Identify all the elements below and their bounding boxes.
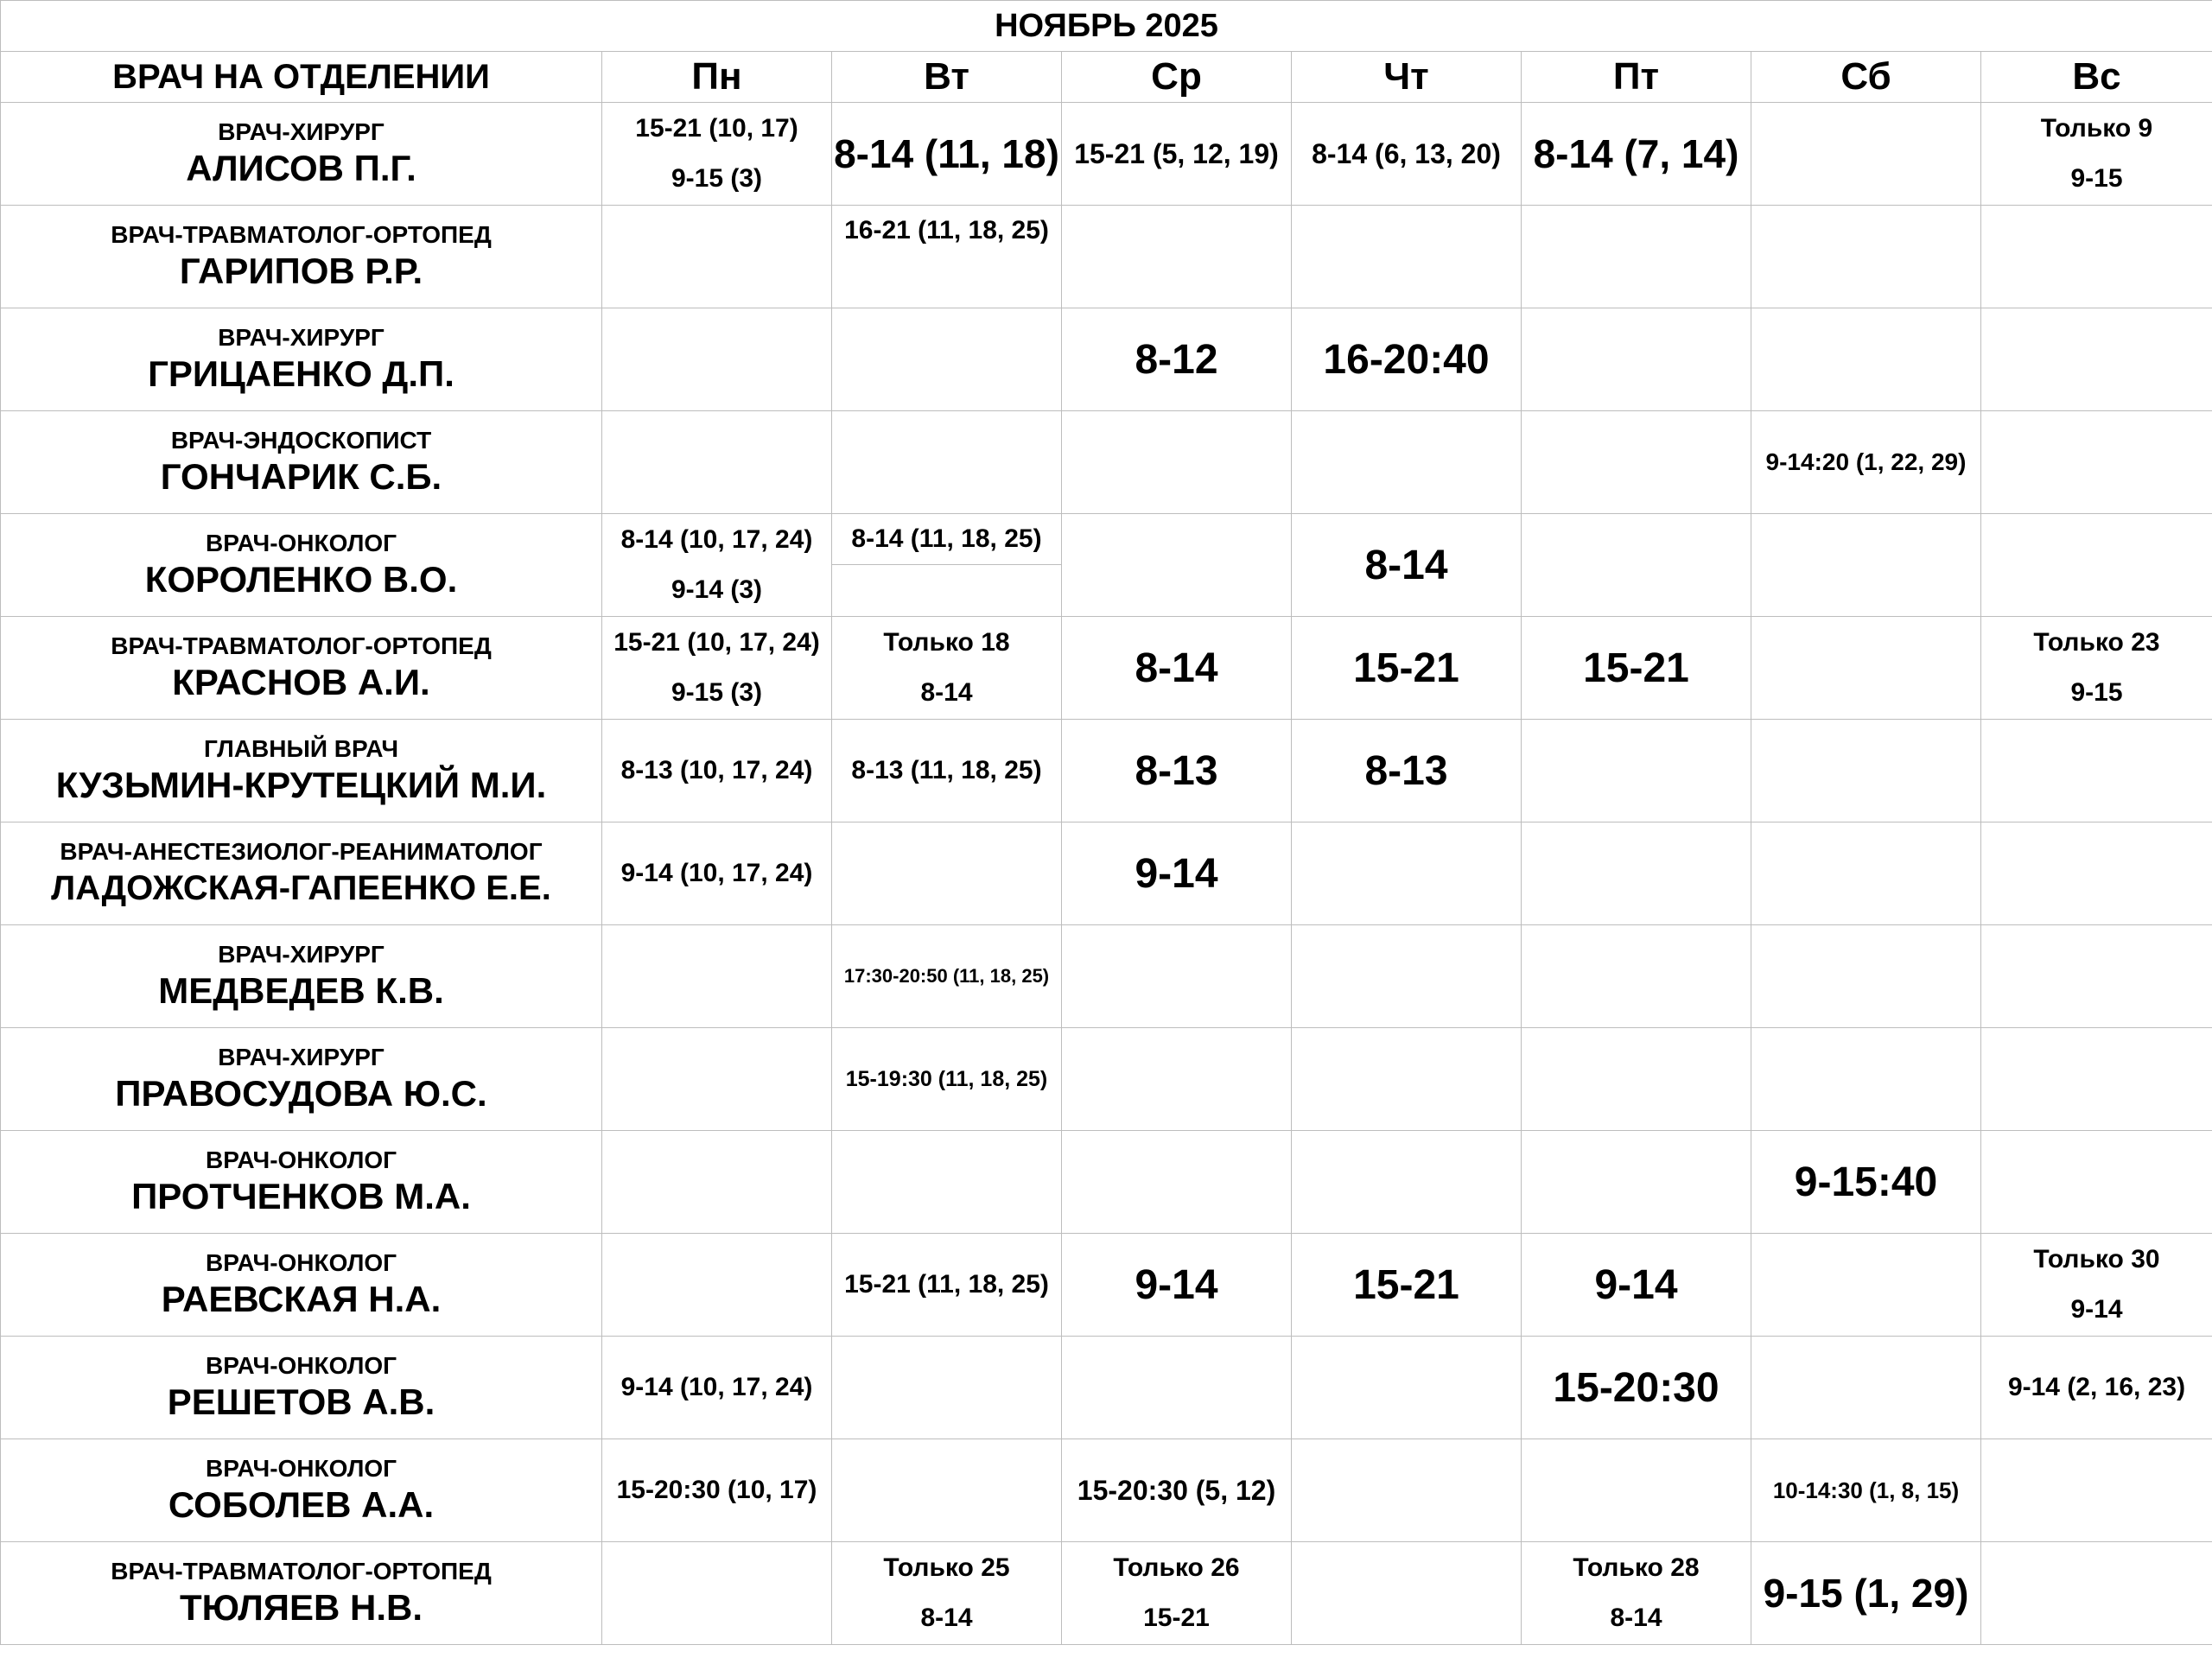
schedule-cell bbox=[1062, 925, 1292, 1028]
schedule-cell bbox=[1751, 1337, 1981, 1439]
doctor-column-header: ВРАЧ НА ОТДЕЛЕНИИ bbox=[1, 52, 602, 103]
schedule-cell bbox=[1292, 822, 1522, 925]
schedule-line: 8-14 (10, 17, 24) bbox=[620, 525, 813, 554]
doctor-name: АЛИСОВ П.Г. bbox=[186, 148, 416, 188]
schedule-cell: 15-21 (5, 12, 19) bbox=[1062, 103, 1292, 206]
schedule-cell bbox=[1522, 1542, 1751, 1645]
schedule-line: 8-14 bbox=[1610, 1604, 1662, 1632]
doctor-name: ЛАДОЖСКАЯ-ГАПЕЕНКО Е.Е. bbox=[51, 869, 551, 907]
schedule-line: 8-14 bbox=[920, 1604, 973, 1632]
schedule-cell bbox=[1522, 1028, 1751, 1131]
schedule-cell: 15-20:30 bbox=[1522, 1337, 1751, 1439]
doctor-specialty: ВРАЧ-ХИРУРГ bbox=[218, 1044, 385, 1070]
schedule-cell bbox=[1522, 720, 1751, 822]
schedule-cell bbox=[602, 411, 832, 514]
schedule-cell: 8-13 bbox=[1062, 720, 1292, 822]
schedule-line: 9-15 bbox=[2070, 164, 2123, 193]
schedule-cell bbox=[1062, 1337, 1292, 1439]
doctor-name: МЕДВЕДЕВ К.В. bbox=[158, 970, 444, 1011]
day-header-fri: Пт bbox=[1522, 52, 1751, 103]
schedule-cell bbox=[602, 206, 832, 308]
table-row bbox=[1, 514, 2212, 617]
doctor-specialty: ВРАЧ-ХИРУРГ bbox=[218, 324, 385, 351]
schedule-cell bbox=[602, 1234, 832, 1337]
doctor-cell bbox=[1, 206, 602, 308]
schedule-cell: 15-19:30 (11, 18, 25) bbox=[832, 1028, 1062, 1131]
schedule-cell bbox=[1292, 1131, 1522, 1234]
schedule-cell bbox=[832, 617, 1062, 720]
schedule-cell bbox=[1292, 925, 1522, 1028]
schedule-cell: 8-12 bbox=[1062, 308, 1292, 411]
day-header-sun: Вс bbox=[1981, 52, 2212, 103]
doctor-specialty: ВРАЧ-ОНКОЛОГ bbox=[206, 530, 397, 556]
schedule-cell bbox=[602, 103, 832, 206]
schedule-line: 9-14 (3) bbox=[671, 575, 763, 604]
schedule-line: Только 28 bbox=[1573, 1553, 1700, 1582]
schedule-cell bbox=[1981, 1542, 2212, 1645]
table-row bbox=[1, 1234, 2212, 1337]
schedule-cell bbox=[1522, 925, 1751, 1028]
schedule-cell bbox=[832, 514, 1062, 617]
schedule-cell bbox=[1522, 1131, 1751, 1234]
schedule-cell bbox=[602, 925, 832, 1028]
schedule-cell bbox=[832, 411, 1062, 514]
schedule-cell bbox=[1751, 822, 1981, 925]
schedule-cell: 8-14 (11, 18) bbox=[832, 103, 1062, 206]
table-row bbox=[1, 720, 2212, 822]
schedule-cell bbox=[1522, 822, 1751, 925]
schedule-cell: 9-14 bbox=[1062, 1234, 1292, 1337]
schedule-cell bbox=[602, 514, 832, 617]
schedule-cell bbox=[832, 1542, 1062, 1645]
doctor-cell bbox=[1, 1542, 602, 1645]
schedule-line: 16-21 (11, 18, 25) bbox=[844, 216, 1049, 245]
schedule-cell: 8-14 bbox=[1292, 514, 1522, 617]
schedule-cell bbox=[1751, 925, 1981, 1028]
doctor-cell bbox=[1, 617, 602, 720]
schedule-cell bbox=[1292, 1337, 1522, 1439]
schedule-cell: 15-21 bbox=[1292, 1234, 1522, 1337]
schedule-line: 8-14 bbox=[920, 678, 973, 707]
schedule-cell: 9-14 (2, 16, 23) bbox=[1981, 1337, 2212, 1439]
schedule-cell bbox=[602, 617, 832, 720]
schedule-cell: 15-21 bbox=[1292, 617, 1522, 720]
schedule-cell bbox=[1751, 103, 1981, 206]
doctor-name: ГАРИПОВ Р.Р. bbox=[179, 251, 423, 291]
schedule-cell bbox=[1522, 308, 1751, 411]
doctor-specialty: ГЛАВНЫЙ ВРАЧ bbox=[204, 735, 398, 762]
schedule-cell bbox=[1981, 617, 2212, 720]
schedule-cell bbox=[1981, 206, 2212, 308]
schedule-cell bbox=[832, 822, 1062, 925]
table-row bbox=[1, 1439, 2212, 1542]
table-row bbox=[1, 1131, 2212, 1234]
schedule-cell bbox=[832, 1439, 1062, 1542]
doctor-specialty: ВРАЧ-ТРАВМАТОЛОГ-ОРТОПЕД bbox=[111, 1558, 492, 1585]
table-row bbox=[1, 308, 2212, 411]
schedule-cell: 8-13 (10, 17, 24) bbox=[602, 720, 832, 822]
schedule-cell bbox=[1981, 822, 2212, 925]
doctor-name: КОРОЛЕНКО В.О. bbox=[144, 559, 458, 600]
doctor-cell bbox=[1, 1028, 602, 1131]
header-row bbox=[1, 52, 2212, 103]
cell-divider bbox=[1981, 411, 2212, 461]
doctor-cell bbox=[1, 822, 602, 925]
schedule-line: Только 26 bbox=[1113, 1553, 1240, 1582]
doctor-cell bbox=[1, 1131, 602, 1234]
day-header-tue: Вт bbox=[832, 52, 1062, 103]
schedule-cell: 9-14:20 (1, 22, 29) bbox=[1751, 411, 1981, 514]
doctor-specialty: ВРАЧ-ОНКОЛОГ bbox=[206, 1455, 397, 1482]
schedule-cell bbox=[1062, 206, 1292, 308]
table-row bbox=[1, 103, 2212, 206]
doctor-name: ПРАВОСУДОВА Ю.С. bbox=[115, 1073, 487, 1114]
schedule-cell bbox=[1292, 411, 1522, 514]
doctor-name: ТЮЛЯЕВ Н.В. bbox=[179, 1587, 423, 1628]
doctor-name: ПРОТЧЕНКОВ М.А. bbox=[131, 1176, 471, 1216]
doctor-cell bbox=[1, 1439, 602, 1542]
page-title: НОЯБРЬ 2025 bbox=[1, 1, 2212, 52]
day-header-sat: Сб bbox=[1751, 52, 1981, 103]
doctor-specialty: ВРАЧ-ТРАВМАТОЛОГ-ОРТОПЕД bbox=[111, 221, 492, 248]
doctor-name: РЕШЕТОВ А.В. bbox=[167, 1381, 435, 1422]
schedule-cell bbox=[1292, 1028, 1522, 1131]
doctor-specialty: ВРАЧ-ХИРУРГ bbox=[218, 941, 385, 968]
schedule-cell: 16-20:40 bbox=[1292, 308, 1522, 411]
schedule-cell bbox=[1751, 308, 1981, 411]
schedule-cell: 10-14:30 (1, 8, 15) bbox=[1751, 1439, 1981, 1542]
doctor-cell bbox=[1, 1337, 602, 1439]
table-row bbox=[1, 925, 2212, 1028]
table-row bbox=[1, 1542, 2212, 1645]
schedule-cell bbox=[1981, 1028, 2212, 1131]
schedule-cell: 15-20:30 (5, 12) bbox=[1062, 1439, 1292, 1542]
schedule-cell bbox=[1522, 1439, 1751, 1542]
schedule-cell: 15-20:30 (10, 17) bbox=[602, 1439, 832, 1542]
doctor-specialty: ВРАЧ-ОНКОЛОГ bbox=[206, 1146, 397, 1173]
table-row bbox=[1, 411, 2212, 514]
schedule-line: Только 25 bbox=[883, 1553, 1010, 1582]
doctor-specialty: ВРАЧ-ОНКОЛОГ bbox=[206, 1249, 397, 1276]
schedule-cell bbox=[1981, 720, 2212, 822]
schedule-cell bbox=[1062, 411, 1292, 514]
schedule-cell: 9-14 (10, 17, 24) bbox=[602, 1337, 832, 1439]
schedule-cell bbox=[1751, 1234, 1981, 1337]
doctor-cell bbox=[1, 720, 602, 822]
table-row bbox=[1, 206, 2212, 308]
table-row bbox=[1, 1028, 2212, 1131]
schedule-cell: 8-14 bbox=[1062, 617, 1292, 720]
schedule-cell: 9-14 (10, 17, 24) bbox=[602, 822, 832, 925]
doctor-cell bbox=[1, 308, 602, 411]
schedule-cell bbox=[832, 1131, 1062, 1234]
schedule-cell bbox=[1522, 514, 1751, 617]
schedule-cell bbox=[1981, 514, 2212, 617]
schedule-cell: 8-13 (11, 18, 25) bbox=[832, 720, 1062, 822]
schedule-cell bbox=[602, 1028, 832, 1131]
schedule-line: 15-21 (10, 17, 24) bbox=[613, 628, 820, 657]
schedule-cell bbox=[1981, 411, 2212, 514]
day-header-thu: Чт bbox=[1292, 52, 1522, 103]
schedule-cell bbox=[1062, 1542, 1292, 1645]
schedule-cell bbox=[832, 206, 1062, 308]
schedule-cell bbox=[602, 308, 832, 411]
schedule-cell: 9-15:40 bbox=[1751, 1131, 1981, 1234]
schedule-cell: 15-21 bbox=[1522, 617, 1751, 720]
table-row bbox=[1, 822, 2212, 925]
schedule-line: 9-14 bbox=[2070, 1295, 2123, 1324]
schedule-cell: 8-13 bbox=[1292, 720, 1522, 822]
schedule-cell bbox=[1292, 1542, 1522, 1645]
doctor-specialty: ВРАЧ-ХИРУРГ bbox=[218, 118, 385, 145]
schedule-cell: 8-14 (6, 13, 20) bbox=[1292, 103, 1522, 206]
schedule-line: 8-14 (11, 18, 25) bbox=[832, 514, 1061, 565]
schedule-cell: 17:30-20:50 (11, 18, 25) bbox=[832, 925, 1062, 1028]
doctor-cell bbox=[1, 411, 602, 514]
doctor-specialty: ВРАЧ-ОНКОЛОГ bbox=[206, 1352, 397, 1379]
schedule-cell bbox=[1522, 411, 1751, 514]
schedule-cell: 9-15 (1, 29) bbox=[1751, 1542, 1981, 1645]
doctor-name: СОБОЛЕВ А.А. bbox=[168, 1484, 435, 1525]
schedule-cell bbox=[1981, 1439, 2212, 1542]
schedule-cell bbox=[1522, 206, 1751, 308]
doctor-cell bbox=[1, 514, 602, 617]
schedule-cell bbox=[1292, 206, 1522, 308]
schedule-cell bbox=[1981, 103, 2212, 206]
schedule-line: Только 18 bbox=[883, 628, 1010, 657]
schedule-line: 15-21 (10, 17) bbox=[635, 114, 798, 143]
schedule-line: 9-15 (3) bbox=[671, 164, 763, 193]
doctor-specialty: ВРАЧ-АНЕСТЕЗИОЛОГ-РЕАНИМАТОЛОГ bbox=[60, 838, 543, 865]
schedule-cell bbox=[1062, 514, 1292, 617]
schedule-cell bbox=[602, 1542, 832, 1645]
schedule-cell: 9-14 bbox=[1522, 1234, 1751, 1337]
schedule-cell bbox=[1751, 1028, 1981, 1131]
table-row bbox=[1, 1337, 2212, 1439]
doctor-name: ГРИЦАЕНКО Д.П. bbox=[148, 353, 454, 394]
schedule-line: 15-21 bbox=[1143, 1604, 1210, 1632]
schedule-line: 9-15 bbox=[2070, 678, 2123, 707]
doctor-name: КРАСНОВ А.И. bbox=[172, 662, 430, 702]
doctor-cell bbox=[1, 925, 602, 1028]
schedule-cell bbox=[1981, 308, 2212, 411]
table-row bbox=[1, 617, 2212, 720]
doctor-name: ГОНЧАРИК С.Б. bbox=[160, 456, 442, 497]
schedule-cell bbox=[1292, 1439, 1522, 1542]
schedule-cell: 15-21 (11, 18, 25) bbox=[832, 1234, 1062, 1337]
doctor-name: КУЗЬМИН-КРУТЕЦКИЙ М.И. bbox=[55, 765, 547, 805]
schedule-cell bbox=[1062, 1028, 1292, 1131]
schedule-cell bbox=[1981, 925, 2212, 1028]
schedule-line: Только 9 bbox=[2040, 114, 2153, 143]
doctor-cell bbox=[1, 103, 602, 206]
schedule-cell: 9-14 bbox=[1062, 822, 1292, 925]
doctor-specialty: ВРАЧ-ТРАВМАТОЛОГ-ОРТОПЕД bbox=[111, 632, 492, 659]
schedule-cell bbox=[1751, 206, 1981, 308]
schedule-cell: 8-14 (7, 14) bbox=[1522, 103, 1751, 206]
schedule-cell bbox=[832, 1337, 1062, 1439]
schedule-line: 9-15 (3) bbox=[671, 678, 763, 707]
schedule-cell bbox=[832, 308, 1062, 411]
schedule-line: Только 23 bbox=[2033, 628, 2160, 657]
day-header-wed: Ср bbox=[1062, 52, 1292, 103]
schedule-cell bbox=[1751, 514, 1981, 617]
doctor-cell bbox=[1, 1234, 602, 1337]
schedule-cell bbox=[602, 1131, 832, 1234]
schedule-cell bbox=[1981, 1234, 2212, 1337]
schedule-cell bbox=[1751, 720, 1981, 822]
schedule-cell bbox=[1981, 1131, 2212, 1234]
schedule-cell bbox=[1062, 1131, 1292, 1234]
doctor-specialty: ВРАЧ-ЭНДОСКОПИСТ bbox=[170, 427, 432, 454]
doctor-name: РАЕВСКАЯ Н.А. bbox=[161, 1279, 442, 1319]
day-header-mon: Пн bbox=[602, 52, 832, 103]
schedule-cell bbox=[1751, 617, 1981, 720]
cell-divider bbox=[832, 565, 1061, 615]
schedule-line: Только 30 bbox=[2033, 1245, 2160, 1273]
